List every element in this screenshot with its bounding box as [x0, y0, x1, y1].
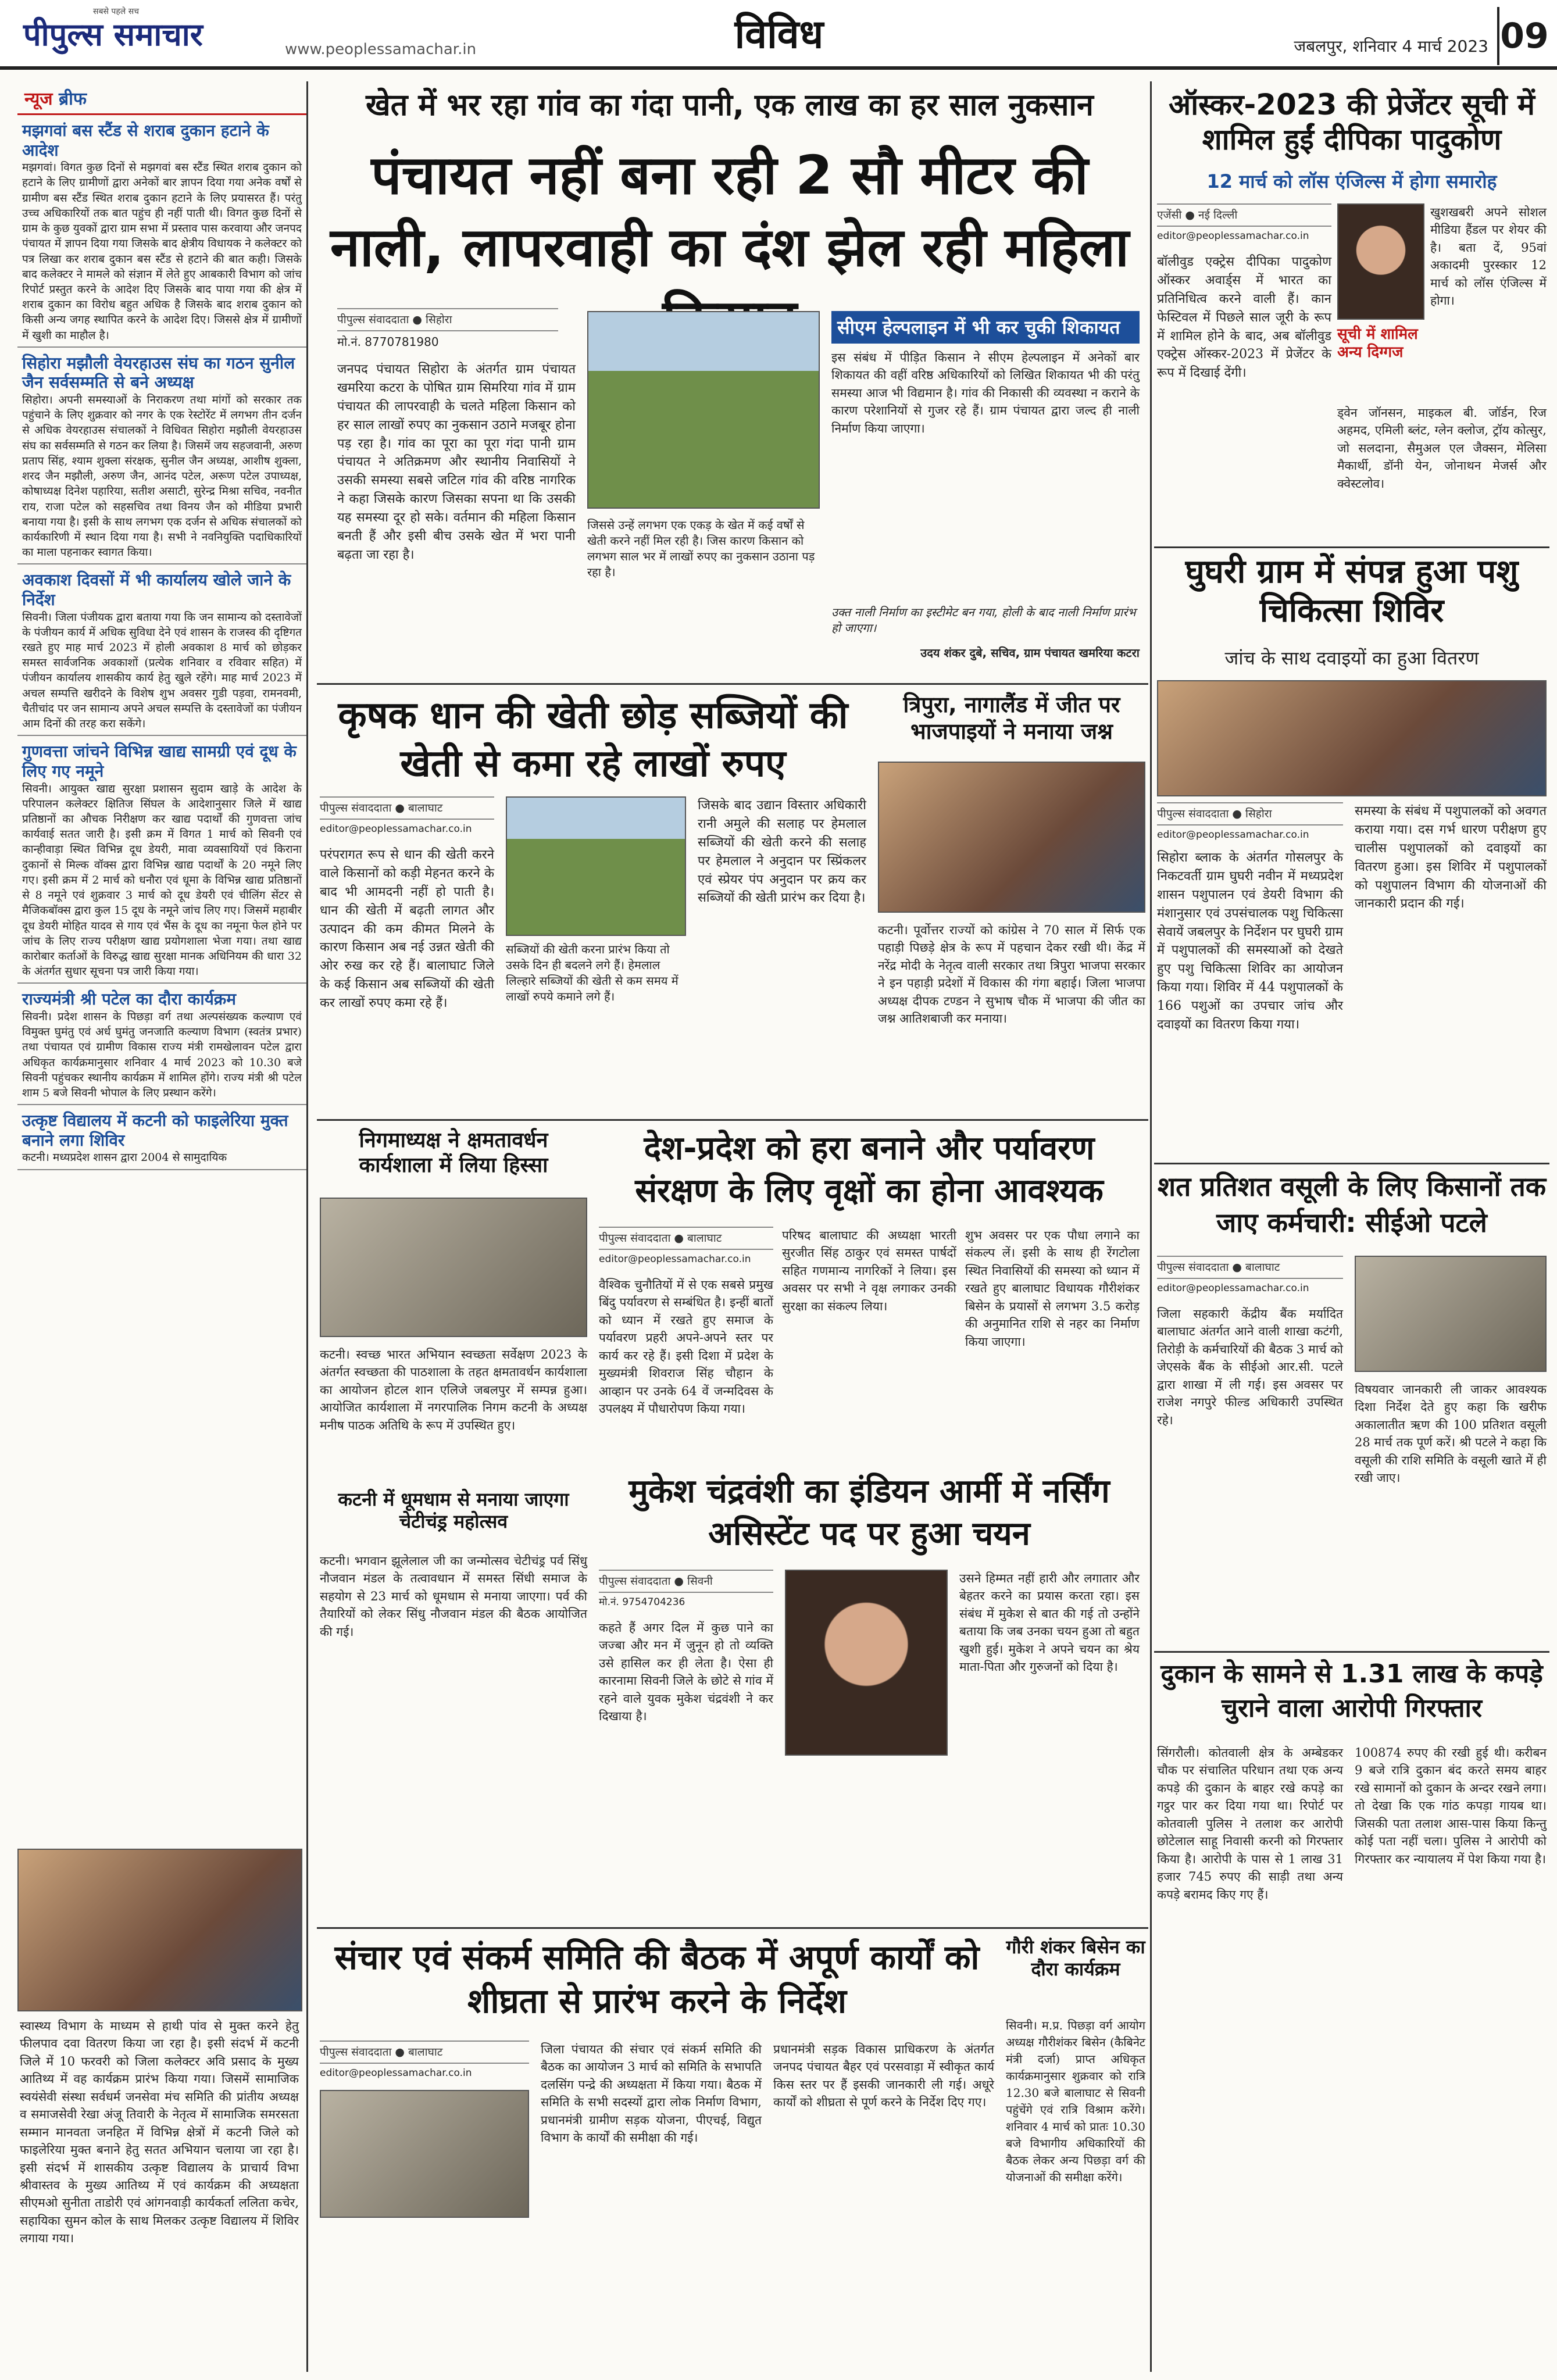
mukesh-photo: [785, 1570, 948, 1756]
lead-story: [320, 87, 1140, 680]
swachh-photo: [320, 1198, 587, 1337]
vegetable-field-photo: [506, 796, 686, 936]
oscar-text: बॉलीवुड एक्ट्रेस दीपिका पादुकोण ऑस्कर अवार्ड्स में भारत का प्रतिनिधित्व करने वाली हैं। कान फेस्टिवल में पिछले साल जूरी के रूप में शामिल होने के बाद, अब बॉलीवुड एक्ट्रेस ऑस्कर-2023 में प्रेजेंटर के रूप में दिखाई देंगी।: [1157, 255, 1331, 381]
oscar-box-title: सूची में शामिल अन्य दिग्गज: [1337, 326, 1418, 362]
army-byline: पीपुल्स संवाददाता ● सिवनी: [599, 1570, 773, 1593]
loan-story: [1157, 1168, 1547, 1645]
tripura-photo: [878, 762, 1145, 913]
vegetable-story: [320, 692, 866, 1110]
army-text-2: उसने हिम्मत नहीं हारी और लगातार और बेहतर करने का प्रयास करता रहा। इस संबंध में मुकेश से बात की गई तो उन्होंने बताया कि जब उनका चयन हुआ तो बहुत खुशी हुई। मुकेश ने अपने चयन का श्रेय माता-पिता और गुरुजनों को दिया है।: [959, 1571, 1140, 1674]
vet-camp-story: [1157, 552, 1547, 1157]
brief-item: [17, 984, 306, 1105]
brief-item-heading: मझगवां बस स्टैंड से शराब दुकान हटाने के आदेश: [22, 121, 269, 160]
loan-text-2: विषयवार जानकारी ली जाकर आवश्यक दिशा निर्देश देते हुए कहा कि खरीफ अकालातीत ऋण की 100 प्रतिशत वसूली 28 मार्च तक पूर्ण करें। श्री पटले ने कहा कि वसूली की राशि समिति के वसूली खाते में ही रखी जाए।: [1355, 1382, 1547, 1485]
loan-byline: पीपुल्स संवाददाता ● बालाघाट: [1157, 1256, 1343, 1279]
vegetable-text-1: परंपरागत रूप से धान की खेती करने वाले किसानों को कड़ी मेहनत करने के बाद भी आमदनी नहीं हो पाती है। धान की खेती में बढ़ती लागत और उत्पादन की कम कीमत मिलने के कारण किसान अब नई उन्नत खेती की ओर रुख कर रहे हैं। बालाघाट जिले के कई किसान अब सब्जियों की खेती कर लाखों रुपए कमा रहे हैं।: [320, 848, 494, 1011]
lead-mobile: मो.नं. 8770781980: [337, 335, 439, 349]
brief-item: [17, 736, 306, 984]
vet-camp-email: editor@peoplessamachar.co.in: [1157, 829, 1309, 841]
theft-text-1: सिंगरौली। कोतवाली क्षेत्र के अम्बेडकर चौक पर संचालित परिधान तथा एक अन्य कपड़े की दुकान के बाहर रखे कपड़े का गट्ठर पार कर दिया गया था। रिपोर्ट पर कोतवाली पुलिस ने तलाश कर आरोपी छोटेलाल साहू निवासी करनी को गिरफ्तार किया है। आरोपी के पास से 1 लाख 31 हजार 745 रुपए की साड़ी तथा अन्य कपड़े बरामद किए गए हैं।: [1157, 1746, 1343, 1902]
news-brief-column: [17, 81, 308, 2372]
brief-item-text: सिवनी। आयुक्त खाद्य सुरक्षा प्रशासन सुदाम खाड़े के आदेश के परिपालन कलेक्टर क्षितिज सिंघल के आदेशानुसार जिले में खाद्य प्रतिष्ठानों का औचक निरीक्षण कर खाद्य पदार्थों की गुणवत्ता जांच कार्यवाई सतत जारी है। इसी क्रम में विगत 1 मार्च को सिवनी एवं कान्हीवाड़ा स्थित विभिन्न दूध डेयरी, मावा व्यवसायियों एवं किराना दुकानों से मिल्क वॉक्स द्वारा विभिन्न खाद्य पदार्थों के 20 नमूने लिए गए। इसी क्रम में 2 मार्च को धनौरा एवं धूमा के विभिन्न खाद्य प्रतिष्ठानों से 8 नमूने एवं शुक्रवार 3 मार्च को दूध डेयरी एवं चीलिंग सेंटर से मैजिकबॉक्स द्वारा कुल 15 दूध के नमूने जांच लिए गए। जिसमें महाबीर दूध डेयरी मोहित यादव से गाय एवं भैंस के दूध का नमूना फेल होने पर जांच के लिए राज्य परीक्षण खाद्य प्रयोगशाला भेजा गया। तथा खाद्य कारोबार कर्ताओं के विरुद्ध खाद्य सुरक्षा मानक अधिनियम की धारा 32 के अंतर्गत सुधार सूचना पत्र जारी किया गया।: [22, 782, 302, 978]
forest-byline: पीपुल्स संवाददाता ● बालाघाट: [599, 1227, 773, 1250]
cm-helpline-box-title: सीएम हेल्पलाइन में भी कर चुकी शिकायत: [831, 311, 1140, 344]
swachh-headline: निगमाध्यक्ष ने क्षमतावर्धन कार्यशाला में लिया हिस्सा: [359, 1128, 548, 1178]
chetichand-text: कटनी। भगवान झूलेलाल जी का जन्मोत्सव चेटीचंड्र पर्व सिंधु नौजवान मंडल के तत्वावधान में समस्त सिंधी समाज के सहयोग से 23 मार्च को धूमधाम से मनाया जाएगा। पर्व की तैयारियों को लेकर सिंधु नौजवान मंडल की बैठक आयोजित की गई।: [320, 1554, 587, 1639]
chetichand-headline: कटनी में धूमधाम से मनाया जाएगा चेटीचंड्र महोत्सव: [338, 1488, 569, 1533]
brief-item-text: मझगवां। विगत कुछ दिनों से मझगवां बस स्टैंड स्थित शराब दुकान को हटाने के लिए ग्रामीणों द्वारा अनेकों बार ज्ञापन दिया गया अनेक वर्षों से ग्रामीण बस स्टैंड स्थित शराब दुकान हटाने के लिए प्रयासरत हैं। परंतु उच्च अधिकारियों तक बात पहुंच ही नहीं पाती थी। विगत कुछ दिनों से ग्राम के कुछ युवकों द्वारा ग्राम सभा में प्रस्ताव पास करवाया और जनपद पंचायत में ज्ञापन दिया गया जिसके बाद क्षेत्रीय विधायक ने कलेक्टर को पत्र लिखा कर शराब दुकान बस स्टैंड से हटाने की बात कही। जिसके बाद कलेक्टर ने मामले को संज्ञान में लेते हुए आबकारी विभाग को जांच रिपोर्ट प्रस्तुत करने के आदेश दिए जिसके बाद पाया गया की क्षेत्र में शराब दुकान का विरोध बहुत अधिक है जिसके बाद शराब दुकान को किसी अन्य जगह स्थापित करने के आदेश दिए। जिससे क्षेत्र में ग्रामीणों में खुशी का माहौल है।: [22, 161, 302, 342]
loan-headline: शत प्रतिशत वसूली के लिए किसानों तक जाए कर्मचारी: सीईओ पटले: [1157, 1171, 1547, 1239]
divider: [1154, 1651, 1549, 1653]
deepika-photo: [1337, 203, 1424, 320]
news-brief-title: न्यूज ब्रीफ: [17, 81, 306, 115]
divider: [317, 1119, 1148, 1121]
loan-email: editor@peoplessamachar.co.in: [1157, 1282, 1309, 1294]
forest-text-3: शुभ अवसर पर एक पौधा लगाने का संकल्प लें। इसी के साथ ही रेंगटोला स्थित निवासियों की समस्या को ध्यान में रखते हुए बालाघाट विधायक गौरीशंकर बिसेन के प्रयासों से लगभग 3.5 करोड़ की अनुमानित राशि से नहर का निर्माण किया जाएगा।: [965, 1228, 1140, 1349]
sanchar-headline: संचार एवं संकर्म समिति की बैठक में अपूर्ण कार्यों को शीघ्रता से प्रारंभ करने के निर्देश: [334, 1938, 980, 2021]
sanchar-text-2: प्रधानमंत्री सड़क विकास प्राधिकरण के अंतर्गत जनपद पंचायत बैहर एवं परसवाड़ा में स्वीकृत कार्य किस स्तर पर हैं इसकी जानकारी ली गई। अधूरे कार्यों को शीघ्रता से पूर्ण करने के निर्देश दिए गए।: [773, 2042, 994, 2110]
vet-camp-photo: [1157, 680, 1547, 796]
vegetable-text-2: जिसके बाद उद्यान विस्तार अधिकारी रानी अमुले की सलाह पर हेमलाल सब्जियों की खेती करने की सलाह पर हेमलाल ने अनुदान पर स्प्रिंकलर एवं स्प्रेयर पंप अनुदान पर क्रय कर सब्जियों की खेती प्रारंभ कर दिया है।: [698, 798, 866, 906]
oscar-byline: एजेंसी ● नई दिल्ली: [1157, 203, 1331, 227]
secretary-quote: उक्त नाली निर्माण का इस्टीमेट बन गया, होली के बाद नाली निर्माण प्रारंभ हो जाएगा।: [831, 605, 1136, 635]
chetichand-story: [320, 1488, 587, 1738]
masthead: [0, 0, 1557, 70]
dateline: जबलपुर, शनिवार 4 मार्च 2023: [1294, 37, 1488, 56]
brief-item-text: सिहोरा। अपनी समस्याओं के निराकरण तथा मांगों को सरकार तक पहुंचाने के लिए शुक्रवार को नगर के एक रेस्टोरेंट में लगभग तीन दर्जन से अधिक वेयरहाउस संचालकों ने विधिवत सिहोरा मझौली वेयरहाउस संघ का सर्वसम्मति से गठन कर लिया है। जिसमें जय सहजवानी, अरुण प्रताप सिंह, श्याम शुक्ला संरक्षक, सुनील जैन अध्यक्ष, आशीष शुक्ला, शरद जैन मझौली, अरुण जैन, आनंद पटेल, अरूण पटेल उपाध्यक्ष, कोषाध्यक्ष दिनेश पहारिया, सतीश असाटी, सुरेन्द्र मिश्रा सचिव, नवनीत राय, राजा पटेल को सहसचिव तथा विनय जैन को मीडिया प्रभारी बनाया गया है। इसी के साथ लगभग एक दर्जन से अधिक संचालकों को कार्यकारिणी में स्थान दिया गया है। सभी ने नवनियुक्ति पदाधिकारियों का माला पहनाकर स्वागत किया।: [22, 394, 302, 559]
tripura-story: [878, 692, 1145, 1110]
forest-text-1: वैश्विक चुनौतियों में से एक सबसे प्रमुख बिंदु पर्यावरण से सम्बंधित है। इन्हीं बातों को ध्यान में रखते हुए समाज के पर्यावरण प्रहरी अपने-अपने स्तर पर कार्य कर रहे हैं। इसी दिशा में प्रदेश के मुख्यमंत्री शिवराज सिंह चौहान के आव्हान पर उनके 64 वें जन्मदिवस के उपलक्ष्य में पौधारोपण किया गया।: [599, 1278, 773, 1416]
forest-email: editor@peoplessamachar.co.in: [599, 1253, 751, 1265]
sanchar-story: [320, 1936, 994, 2366]
loan-photo: [1355, 1256, 1547, 1372]
brief-item-heading: गुणवत्ता जांचने विभिन्न खाद्य सामग्री एवं दूध के लिए गए नमूने: [22, 742, 297, 781]
sanchar-text-1: जिला पंचायत की संचार एवं संकर्म समिति की बैठक का आयोजन 3 मार्च को समिति के सभापति दलसिंग पन्द्रे की अध्यक्षता में किया गया। बैठक में समिति के सभी सदस्यों द्वारा लोक निर्माण विभाग, प्रधानमंत्री ग्रामीण सड़क योजना, पीएचई, विद्युत विभाग के कार्यों की समीक्षा की गई।: [541, 2042, 762, 2145]
vet-camp-headline: घुघरी ग्राम में संपन्न हुआ पशु चिकित्सा शिविर: [1185, 553, 1519, 630]
gauri-story: [1006, 1936, 1145, 2366]
brief-item-text: सिवनी। प्रदेश शासन के पिछड़ा वर्ग तथा अल्पसंख्यक कल्याण एवं विमुक्त घुमंतु एवं अर्ध घुमंतु जनजाति कल्याण विभाग (स्वतंत्र प्रभार) तथा पंचायत एवं ग्रामीण विकास राज्य मंत्री रामखेलावन पटेल द्वारा अधिकृत कार्यक्रमानुसार शनिवार 4 मार्च 2023 को 10.30 बजे सिवनी पहुंचकर स्थानीय कार्यक्रम में शामिल होंगे। राज्य मंत्री श्री पटेल शाम 5 बजे सिवनी भोपाल के लिए प्रस्थान करेंगे।: [22, 1010, 302, 1100]
lead-column-1: जनपद पंचायत सिहोरा के अंतर्गत ग्राम पंचायत खमरिया कटरा के पोषित ग्राम सिमरिया गांव में ग्राम पंचायत की लापरवाही के चलते महिला किसान को हर साल लाखों रुपए का नुकसान उठाने मजबूर होना पड़ रहा है। गांव का पूरा का पूरा गंदा पानी ग्राम पंचायत ने अतिक्रमण और स्थानीय निवासियों ने उसकी समस्या सबसे जटिल गांव की वरिष्ठ नागरिक ने कहा जिसके कारण जिसका सपना था कि उसकी यह समस्या दूर हो सके। वर्तमान की महिला किसान बनती हैं और इसी बीच उसके खेत में भरा पानी बढ़ता जा रहा है।: [337, 362, 576, 562]
brief-item: [17, 1105, 306, 1170]
tripura-text: कटनी। पूर्वोत्तर राज्यों को कांग्रेस ने 70 साल में सिर्फ एक पहाड़ी पिछड़े क्षेत्र के रूप में पहचान देकर रखी थी। केंद्र में नरेंद्र मोदी के नेतृत्व वाली सरकार तथा त्रिपुरा भाजपा सरकार ने इन पहाड़ी प्रदेशों में विकास की गंगा बहाई। जिला भाजपा अध्यक्ष दीपक टण्डन ने सुभाष चौक में भाजपा की जीत का जश्न आतिशबाजी कर मनाया।: [878, 923, 1145, 1026]
theft-story: [1157, 1657, 1547, 2366]
loan-text: जिला सहकारी केंद्रीय बैंक मर्यादित बालाघाट अंतर्गत आने वाली शाखा कटंगी, तिरोड़ी के कर्मचारियों की बैठक 3 मार्च को जेएसके बैंक के सीईओ आर.सी. पटले द्वारा शाखा में ली गई। इस अवसर पर राजेश नगपुरे फील्ड अधिकारी उपस्थित रहे।: [1157, 1307, 1343, 1427]
divider: [1154, 1163, 1549, 1164]
divider: [1154, 546, 1549, 548]
divider: [1150, 81, 1152, 2372]
swachh-text: कटनी। स्वच्छ भारत अभियान स्वच्छता सर्वेक्षण 2023 के अंतर्गत स्वच्छता की पाठशाला के तहत क्षमतावर्धन कार्यशाला का आयोजन होटल शान एलिजे जबलपुर में सम्पन्न हुआ। आयोजित कार्यशाला में नगरपालिक निगम कटनी के अध्यक्ष मनीष पाठक अतिथि के रूप में उपस्थित हुए।: [320, 1348, 587, 1432]
oscar-email: editor@peoplessamachar.co.in: [1157, 230, 1309, 242]
website-url[interactable]: www.peoplessamachar.in: [285, 41, 477, 58]
vet-camp-subheadline: जांच के साथ दवाइयों का हुआ वितरण: [1224, 647, 1479, 669]
brief-item-text: सिवनी। जिला पंजीयक द्वारा बताया गया कि जन सामान्य को दस्तावेजों के पंजीयन कार्य में अधिक सुविधा देने एवं शासन के राजस्व की दृष्टिगत रखते हुए माह मार्च 2023 में होली अवकाश 8 मार्च को छोड़कर समस्त सार्वजनिक अवकाशों (प्रत्येक शनिवार व रविवार सहित) में पंजीयन कार्यालय शासकीय कार्य हेतु खुले रहेंगे। माह मार्च 2023 में अचल सम्पत्ति खरीदने के विशेष शुभ अवसर गुडी पड़वा, रामनवमी, चैतीचांद पर जन सामान्य अपने अचल सम्पत्ति के दस्तावेजों का पंजीयन आम दिनों की तरह करा सकेंगे।: [22, 610, 302, 731]
vet-camp-text: सिहोरा ब्लाक के अंतर्गत गोसलपुर के निकटवर्ती ग्राम घुघरी नवीन में मध्यप्रदेश शासन पशुपालन एवं डेयरी विभाग की मंशानुसार एवं उपसंचालक पशु चिकित्सा सेवायें जबलपुर के निर्देशन पर घुघरी ग्राम में पशुपालकों की समस्याओं को देखते हुए पशु चिकित्सा शिविर का आयोजन किया गया। शिविर में 44 पशुपालकों के 166 पशुओं का उपचार जांच और दवाइयों का वितरण किया गया।: [1157, 850, 1343, 1032]
forest-headline: देश-प्रदेश को हरा बनाने और पर्यावरण संरक्षण के लिए वृक्षों का होना आवश्यक: [635, 1130, 1104, 1210]
oscar-side-text: खुशखबरी अपने सोशल मीडिया हैंडल पर शेयर की है। बता दें, 95वां अकादमी पुरस्कार 12 मार्च को लॉस एंजिल्स में होगा।: [1430, 205, 1547, 308]
brief-item: [17, 564, 306, 736]
brief-item: [17, 115, 306, 348]
army-text-1: कहते हैं अगर दिल में कुछ पाने का जज्बा और मन में जुनून हो तो व्यक्ति उसे हासिल कर ही लेता है। ऐसा ही कारनामा सिवनी जिले के छोटे से गांव में रहने वाले युवक मुकेश चंद्रवंशी ने कर दिखाया है।: [599, 1621, 773, 1724]
news-brief-list: [17, 115, 306, 1170]
gauri-headline: गौरी शंकर बिसेन का दौरा कार्यक्रम: [1006, 1936, 1145, 1981]
tripura-headline: त्रिपुरा, नागालैंड में जीत पर भाजपाइयों ने मनाया जश्न: [903, 692, 1120, 744]
camp-photo: [17, 1849, 302, 2011]
swachh-story: [320, 1128, 587, 1477]
oscar-headline: ऑस्कर-2023 की प्रेजेंटर सूची में शामिल हुईं दीपिका पादुकोण: [1169, 88, 1535, 156]
sanchar-byline: पीपुल्स संवाददाता ● बालाघाट: [320, 2040, 529, 2064]
brief-item-heading: सिहोरा मझौली वेयरहाउस संघ का गठन सुनील जैन सर्वसम्मति से बने अध्यक्ष: [22, 353, 295, 392]
brief-item-heading: राज्यमंत्री श्री पटेल का दौरा कार्यक्रम: [22, 989, 237, 1009]
sanchar-email: editor@peoplessamachar.co.in: [320, 2067, 472, 2079]
gauri-text: सिवनी। म.प्र. पिछड़ा वर्ग आयोग अध्यक्ष गौरीशंकर बिसेन (कैबिनेट मंत्री दर्जा) प्राप्त अधिकृत कार्यक्रमानुसार शुक्रवार को रात्रि 12.30 बजे बालाघाट से सिवनी पहुंचेंगे एवं रात्रि विश्राम करेंगे। शनिवार 4 मार्च को प्रातः 10.30 बजे विभागीय अधिकारियों की बैठक लेकर अन्य पिछड़ा वर्ग की योजनाओं की समीक्षा करेंगे।: [1006, 2018, 1145, 2184]
vegetable-byline: पीपुल्स संवाददाता ● बालाघाट: [320, 796, 494, 820]
lead-headline: पंचायत नहीं बना रही 2 सौ मीटर की नाली, लापरवाही का दंश झेल रही महिला: [330, 144, 1129, 279]
lead-byline: पीपुल्स संवाददाता ● सिहोरा: [337, 308, 558, 331]
logo-tagline: सबसे पहले सच: [93, 7, 140, 16]
vet-camp-text-2: समस्या के संबंध में पशुपालकों को अवगत कराया गया। दस गर्भ धारण परीक्षण हुए चालीस पशुपालकों को दवाइयों का वितरण हुआ। इस शिविर में पशुपालकों को पशुपालन विभाग की योजनाओं की जानकारी प्रदान की गई।: [1355, 804, 1547, 912]
sanchar-photo: [320, 2090, 529, 2218]
army-mobile: मो.नं. 9754704236: [599, 1596, 685, 1608]
newspaper-logo[interactable]: [23, 7, 279, 63]
oscar-box-text: ड्वेन जॉनसन, माइकल बी. जॉर्डन, रिज अहमद, एमिली ब्लंट, ग्लेन क्लोज, ट्रॉय कोत्सुर, जो सलदाना, सैमुअल एल जैक्सन, मेलिसा मैकार्थी, डॉनी येन, जोनाथन मेजर्स और क्वेस्टलोव।: [1337, 406, 1547, 491]
brief-continuation-text: स्वास्थ्य विभाग के माध्यम से हाथी पांव से मुक्त करने हेतु फीलपाव दवा वितरण किया जा रहा है। इसी संदर्भ में कटनी जिले में 10 फरवरी को जिला कलेक्टर अवि प्रसाद के मुख्य आतिथ्य में वह कार्यक्रम प्रारंभ किया गया। जिसमें सामाजिक स्वयंसेवी संस्था सर्वधर्म जनसेवा मंच समिति की प्रांतीय अध्यक्ष व समाजसेवी रेखा अंजू तिवारी के नेतृत्व में सामाजिक समरसता सम्मान मानवता जनहित में विभिन्न क्षेत्रों में कटनी जिले को फाइलेरिया मुक्त बनाने हेतु सतत अभियान चलाया जा रहा है। इसी संदर्भ में शासकीय उत्कृष्ट विद्यालय के प्राचार्य विभा श्रीवास्तव के मुख्य आतिथ्य में एवं कार्यक्रम की अध्यक्षता सीएमओ सुनीता ताडोरी एवं आंगनवाड़ी कार्यकर्ता ललिता कचेर, सहायिका सुमन कोल के साथ मिलकर उत्कृष्ट विद्यालय में शिविर लगाया गया।: [20, 2019, 299, 2246]
brief-item-heading: अवकाश दिवसों में भी कार्यालय खोले जाने के निर्देश: [22, 570, 291, 609]
brief-item: [17, 348, 306, 565]
brief-item-text: कटनी। मध्यप्रदेश शासन द्वारा 2004 से सामुदायिक: [22, 1151, 227, 1164]
brief-item-heading: उत्कृष्ट विद्यालय में कटनी को फाइलेरिया मुक्त बनाने लगा शिविर: [22, 1111, 288, 1150]
army-story: [599, 1471, 1140, 1924]
logo-text: पीपुल्स समाचार: [23, 16, 203, 53]
cm-helpline-box-text: इस संबंध में पीड़ित किसान ने सीएम हेल्पलाइन में अनेकों बार शिकायत की वहीं वरिष्ठ अधिकारियों को लिखित शिकायत भी की परंतु समस्या आज भी विद्यमान है। गांव की निकासी की व्यवस्था न कराने के कारण परेशानियों से गुजर रहे हैं। ग्राम पंचायत द्वारा जल्द ही नाली निर्माण किया जाएगा।: [831, 351, 1140, 435]
vegetable-email: editor@peoplessamachar.co.in: [320, 823, 472, 835]
theft-headline: दुकान के सामने से 1.31 लाख के कपड़े चुराने वाला आरोपी गिरफ्तार: [1160, 1659, 1543, 1724]
oscar-story: [1157, 87, 1547, 541]
lead-field-photo: [587, 311, 820, 509]
divider: [317, 1927, 1148, 1929]
army-headline: मुकेश चंद्रवंशी का इंडियन आर्मी में नर्सिंग असिस्टेंट पद पर हुआ चयन: [628, 1473, 1110, 1553]
vegetable-caption: सब्जियों की खेती करना प्रारंभ किया तो उसके दिन ही बदलने लगे हैं। हेमलाल लिल्हारे सब्जियों की खेती से कम समय में लाखों रुपये कमाने लगे हैं।: [506, 942, 678, 1003]
section-title: विविध: [734, 12, 824, 58]
oscar-subheadline: 12 मार्च को लॉस एंजिल्स में होगा समारोह: [1206, 170, 1497, 192]
theft-text-2: 100874 रुपए की रखी हुई थी। करीबन 9 बजे रात्रि दुकान बंद करते समय बाहर रखे सामानों को दुकान के अन्दर रखने लगा। तो देखा कि एक गांठ कपड़ा गायब था। जिसकी पता तलाश आस-पास किया किन्तु कोई पता नहीं चला। पुलिस ने आरोपी को गिरफ्तार कर न्यायालय में पेश किया गया है।: [1355, 1746, 1547, 1866]
forest-story: [599, 1128, 1140, 1453]
vegetable-headline: कृषक धान की खेती छोड़ सब्जियों की खेती से कमा रहे लाखों रुपए: [338, 694, 848, 786]
lead-kicker: खेत में भर रहा गांव का गंदा पानी, एक लाख का हर साल नुकसान: [366, 88, 1094, 123]
lead-photo-caption: जिससे उन्हें लगभग एक एकड़ के खेत में कई वर्षों से खेती करने नहीं मिल रही है। जिस कारण किसान को लगभग साल भर में लाखों रुपए का नुकसान उठाना पड़ रहा है।: [587, 518, 815, 579]
secretary-quote-attribution: उदय शंकर दुबे, सचिव, ग्राम पंचायत खमरिया कटरा: [920, 646, 1140, 660]
vet-camp-byline: पीपुल्स संवाददाता ● सिहोरा: [1157, 802, 1343, 826]
forest-text-2: परिषद बालाघाट की अध्यक्षा भारती सुरजीत सिंह ठाकुर एवं समस्त पार्षदों सहित गणमान्य नागरिकों ने लिया। इस अवसर पर सभी ने वृक्ष लगाकर उनकी सुरक्षा का संकल्प लिया।: [782, 1228, 956, 1313]
divider: [317, 683, 1148, 685]
page-number: 09: [1497, 7, 1549, 65]
